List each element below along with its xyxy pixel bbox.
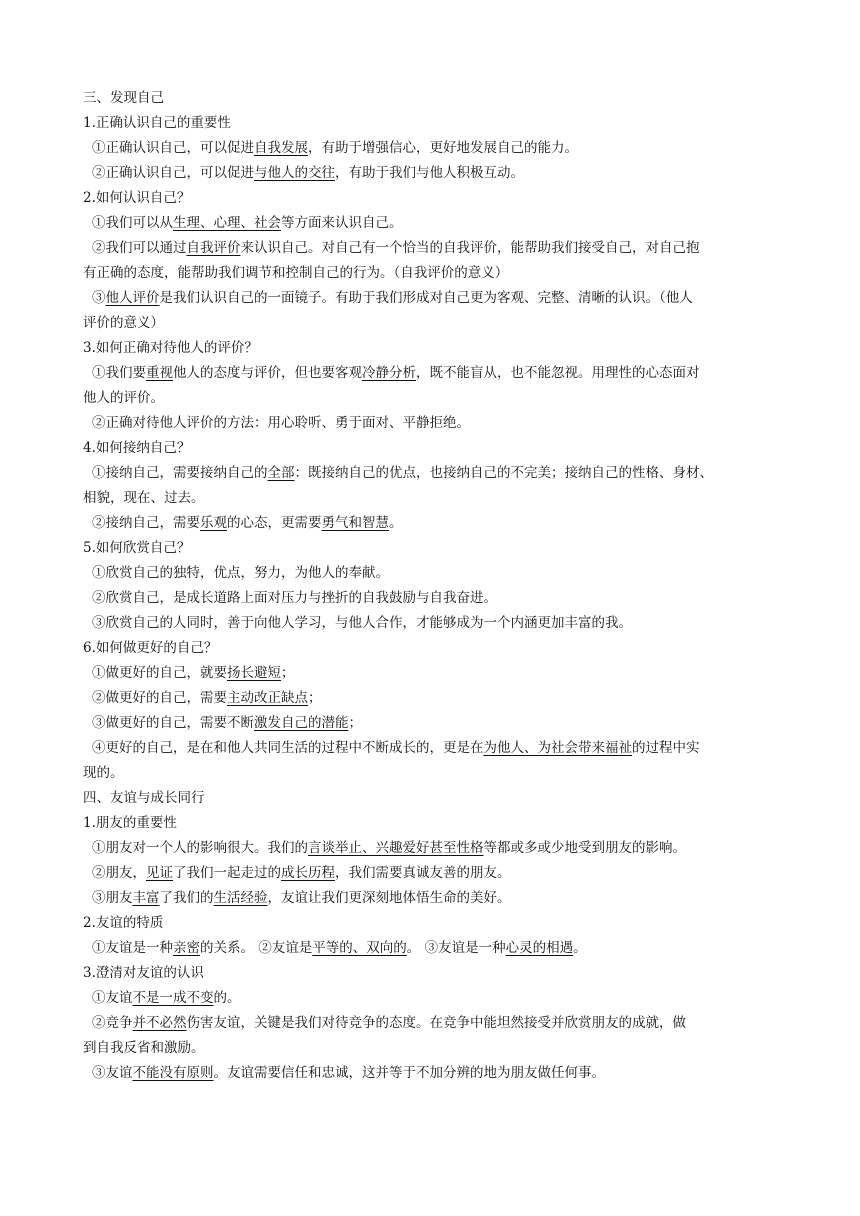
underlined-key-term: 主动改正缺点: [227, 690, 308, 706]
text-span: 了我们一起走过的: [173, 865, 281, 881]
text-span: 了我们的: [159, 890, 214, 906]
underlined-key-term: 见证: [146, 865, 173, 881]
text-line: [83, 336, 783, 361]
underlined-key-term: 自我评价: [186, 240, 241, 256]
text-span: 评价的意义）: [83, 315, 164, 331]
underlined-key-term: 心灵的相遇: [505, 940, 574, 956]
text-line: [83, 1011, 783, 1036]
underlined-key-term: 亲密: [173, 940, 200, 956]
text-line: [83, 586, 783, 611]
text-line: [83, 211, 783, 236]
text-span: 的。: [213, 990, 241, 1006]
text-line: [83, 411, 783, 436]
text-span: ，既不能盲从，也不能忽视。用理性的心态面对: [416, 365, 700, 381]
underlined-key-term: 重视: [146, 365, 173, 381]
text-span: ②接纳自己，需要: [92, 515, 200, 531]
text-span: ；: [281, 665, 295, 681]
text-span: 是我们认识自己的一面镜子。有助于我们形成对自己更为客观、完整、清晰的认识。（他人: [159, 290, 693, 306]
text-span: 现的。: [83, 765, 124, 781]
text-span: 。: [389, 515, 403, 531]
underlined-key-term: 不能没有原则: [132, 1065, 214, 1081]
text-line: [83, 786, 783, 811]
underlined-key-term: 为他人、为社会带来福祉: [483, 740, 632, 756]
text-span: ③: [92, 290, 106, 306]
text-span: 来认识自己。对自己有一个恰当的自我评价，能帮助我们接受自己，对自己抱: [240, 240, 700, 256]
text-span: 他人的评价。: [83, 390, 164, 406]
text-span: ；: [308, 690, 322, 706]
text-span: 的过程中实: [632, 740, 700, 756]
text-span: ③朋友: [92, 890, 133, 906]
text-line: [83, 1061, 783, 1086]
text-line: [83, 286, 783, 311]
underlined-key-term: 他人评价: [105, 290, 160, 306]
text-line: [83, 1036, 783, 1061]
underlined-key-term: 平等的、双向的: [312, 940, 407, 956]
text-span: ②做更好的自己，需要: [92, 690, 227, 706]
text-span: ①欣赏自己的独特，优点，努力，为他人的奉献。: [92, 565, 389, 581]
text-span: 四、友谊与成长同行: [83, 790, 205, 806]
text-span: ①正确认识自己，可以促进: [92, 140, 254, 156]
text-line: [83, 511, 783, 536]
text-line: [83, 961, 783, 986]
text-line: [83, 936, 783, 961]
underlined-key-term: 生活经验: [213, 890, 268, 906]
text-span: 2.友谊的特质: [83, 915, 164, 931]
text-line: [83, 436, 783, 461]
text-line: [83, 711, 783, 736]
text-line: [83, 836, 783, 861]
text-line: [83, 461, 783, 486]
text-line: [83, 536, 783, 561]
text-line: [83, 911, 783, 936]
text-line: [83, 161, 783, 186]
underlined-key-term: 乐观: [200, 515, 227, 531]
document-body: [83, 86, 783, 1086]
text-span: 5.如何欣赏自己？: [83, 540, 191, 556]
text-span: 等方面来认识自己。: [281, 215, 403, 231]
underlined-key-term: 激发自己的潜能: [254, 715, 349, 731]
text-span: ：既接纳自己的优点，也接纳自己的不完美；接纳自己的性格、身材、: [294, 465, 713, 481]
text-span: 1.朋友的重要性: [83, 815, 177, 831]
text-line: [83, 311, 783, 336]
text-span: ，友谊让我们更深刻地体悟生命的美好。: [267, 890, 511, 906]
text-span: ，有助于我们与他人积极互动。: [335, 165, 524, 181]
text-span: 他人的态度与评价，但也要客观: [173, 365, 362, 381]
text-span: 。: [573, 940, 587, 956]
underlined-key-term: 与他人的交往: [254, 165, 335, 181]
text-span: ②竞争: [92, 1015, 133, 1031]
text-span: ①我们要: [92, 365, 146, 381]
text-line: [83, 861, 783, 886]
text-line: [83, 686, 783, 711]
text-span: 4.如何接纳自己？: [83, 440, 191, 456]
text-line: [83, 186, 783, 211]
underlined-key-term: 不是一成不变: [132, 990, 214, 1006]
text-span: 的关系。 ②友谊是: [200, 940, 313, 956]
underlined-key-term: 丰富: [132, 890, 160, 906]
text-span: 的心态，更需要: [227, 515, 322, 531]
text-span: ③做更好的自己，需要不断: [92, 715, 254, 731]
text-line: [83, 761, 783, 786]
text-span: 1.正确认识自己的重要性: [83, 115, 231, 131]
text-span: 伤害友谊，关键是我们对待竞争的态度。在竞争中能坦然接受并欣赏朋友的成就，做: [186, 1015, 686, 1031]
text-span: ②我们可以通过: [92, 240, 187, 256]
text-line: [83, 636, 783, 661]
text-span: ④更好的自己，是在和他人共同生活的过程中不断成长的，更是在: [92, 740, 484, 756]
text-span: 到自我反省和激励。: [83, 1040, 205, 1056]
text-span: 。友谊需要信任和忠诚，这并等于不加分辨的地为朋友做任何事。: [213, 1065, 605, 1081]
text-span: 有正确的态度，能帮助我们调节和控制自己的行为。（自我评价的意义）: [83, 265, 509, 281]
text-span: ①友谊是一种: [92, 940, 173, 956]
text-span: ；: [348, 715, 362, 731]
underlined-key-term: 成长历程: [281, 865, 335, 881]
underlined-key-term: 自我发展: [254, 140, 308, 156]
text-span: ①做更好的自己，就要: [92, 665, 227, 681]
text-line: [83, 886, 783, 911]
text-span: ，我们需要真诚友善的朋友。: [335, 865, 511, 881]
underlined-key-term: 扬长避短: [227, 665, 281, 681]
underlined-key-term: 言谈举止、兴趣爱好甚至性格: [308, 840, 484, 856]
underlined-key-term: 勇气和智慧: [321, 515, 389, 531]
text-line: [83, 986, 783, 1011]
text-span: 三、发现自己: [83, 90, 164, 106]
text-line: [83, 136, 783, 161]
text-span: 3.澄清对友谊的认识: [83, 965, 204, 981]
text-span: 2.如何认识自己？: [83, 190, 191, 206]
underlined-key-term: 生理、心理、社会: [173, 215, 281, 231]
text-line: [83, 486, 783, 511]
text-line: [83, 261, 783, 286]
text-span: 相貌，现在、过去。: [83, 490, 205, 506]
text-span: ①接纳自己，需要接纳自己的: [92, 465, 268, 481]
text-line: [83, 611, 783, 636]
text-line: [83, 386, 783, 411]
underlined-key-term: 并不必然: [132, 1015, 187, 1031]
text-span: ，有助于增强信心，更好地发展自己的能力。: [308, 140, 578, 156]
text-span: ③欣赏自己的人同时，善于向他人学习，与他人合作，才能够成为一个内涵更加丰富的我。: [92, 615, 632, 631]
text-span: ②正确对待他人评价的方法：用心聆听、勇于面对、平静拒绝。: [92, 415, 470, 431]
text-span: ②欣赏自己，是成长道路上面对压力与挫折的自我鼓励与自我奋进。: [92, 590, 497, 606]
text-span: 6.如何做更好的自己？: [83, 640, 218, 656]
text-line: [83, 811, 783, 836]
text-span: 。 ③友谊是一种: [406, 940, 506, 956]
text-line: [83, 111, 783, 136]
text-line: [83, 361, 783, 386]
text-span: ②朋友，: [92, 865, 146, 881]
text-span: ①朋友对一个人的影响很大。我们的: [92, 840, 308, 856]
text-span: ②正确认识自己，可以促进: [92, 165, 254, 181]
text-line: [83, 736, 783, 761]
underlined-key-term: 全部: [267, 465, 295, 481]
text-line: [83, 86, 783, 111]
text-line: [83, 561, 783, 586]
text-span: ①友谊: [92, 990, 133, 1006]
text-span: ①我们可以从: [92, 215, 173, 231]
text-line: [83, 661, 783, 686]
text-span: ③友谊: [92, 1065, 133, 1081]
underlined-key-term: 冷静分析: [362, 365, 416, 381]
text-line: [83, 236, 783, 261]
text-span: 等都或多或少地受到朋友的影响。: [483, 840, 686, 856]
text-span: 3.如何正确对待他人的评价？: [83, 340, 258, 356]
